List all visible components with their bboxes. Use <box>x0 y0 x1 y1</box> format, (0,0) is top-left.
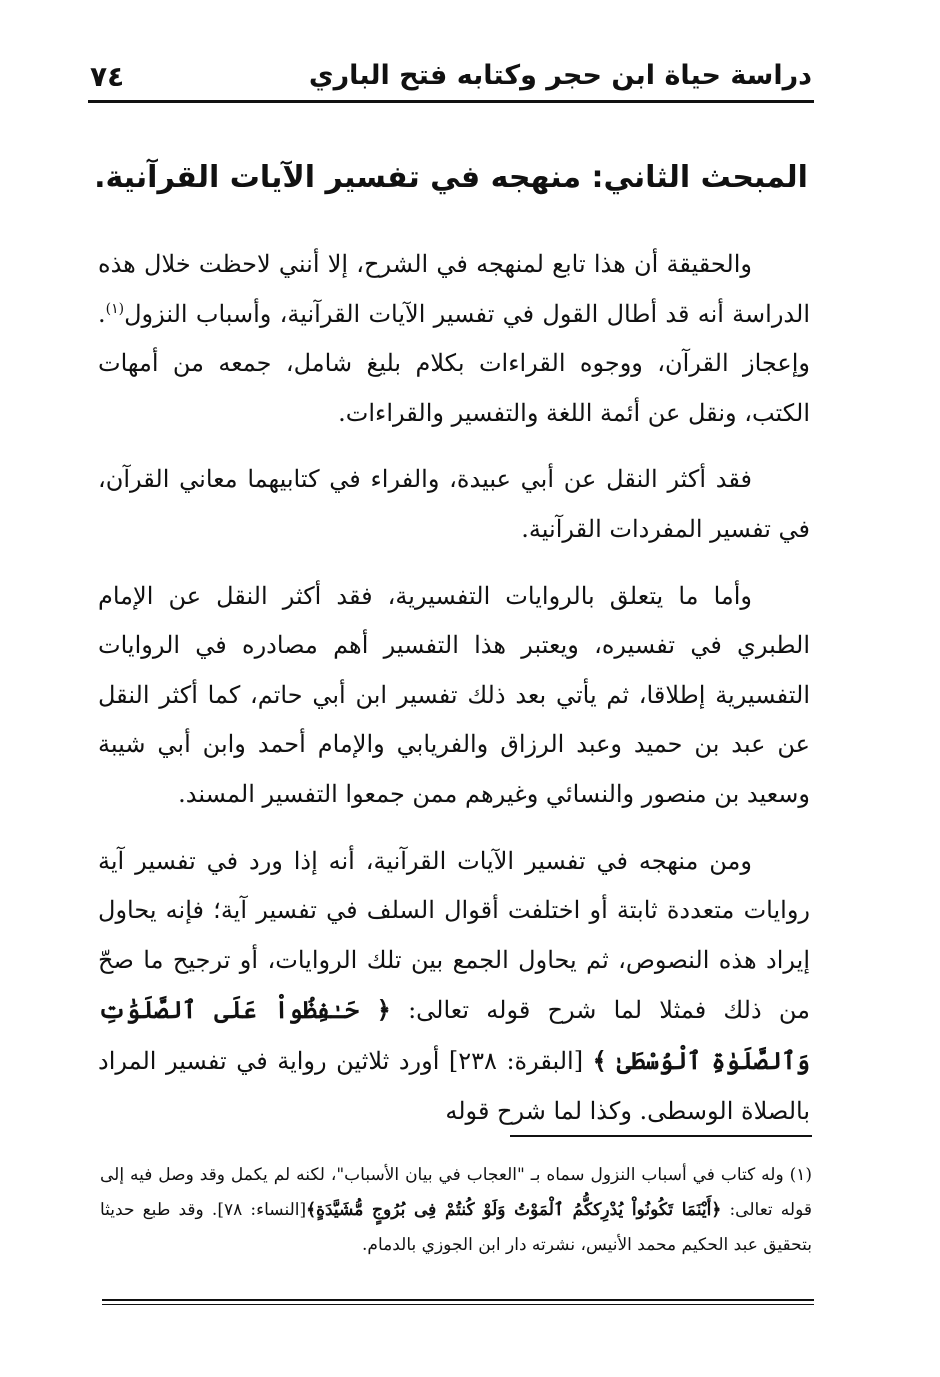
bottom-rule-thin <box>102 1304 814 1305</box>
footnote-1 <box>100 1158 812 1263</box>
header-rule <box>88 100 814 103</box>
bottom-rule-thick <box>102 1299 814 1301</box>
paragraph-2: فقد أكثر النقل عن أبي عبيدة، والفراء في كتابيهما معاني القرآن، في تفسير المفردات القرآنية. <box>98 465 810 543</box>
paragraph-3: وأما ما يتعلق بالروايات التفسيرية، فقد أكثر النقل عن الإمام الطبري في تفسيره، ويعتبر هذا التفسير أهم مصادره في الروايات التفسيرية إطلاقا، ثم يأتي بعد ذلك تفسير ابن أبي حاتم، كما أكثر النقل عن عبد بن حميد وعبد الرزاق والفريابي والإمام أحمد وابن أبي شيبة وسعيد بن منصور والنسائي وغيرهم ممن جمعوا التفسير المسند. <box>98 581 810 808</box>
body-text <box>98 240 810 1136</box>
footnote-quran-verse: ﴿أَيْنَمَا تَكُونُواْ يُدْرِككُّمُ ٱلْمَوْتُ وَلَوْ كُنتُمْ فِى بُرُوجٍ مُّشَيَّدَةٍ﴾ <box>306 1200 722 1220</box>
paragraph-1 <box>98 240 810 438</box>
paragraph-1-text-a: والحقيقة أن هذا تابع لمنهجه في الشرح، إلا أنني لاحظت خلال هذه الدراسة أنه قد أطال القول في تفسير الآيات القرآنية، وأسباب النزول <box>98 250 810 328</box>
paragraph-4-text-a: ومن منهجه في تفسير الآيات القرآنية، أنه إذا ورد في تفسير آية روايات متعددة ثابتة أو اختلفت أقوال السلف في تفسير آية؛ فإنه يحاول إيراد هذه النصوص، ثم يحاول الجمع بين تلك الروايات، أو ترجيح ما صحّ من ذلك فمثلا لما شرح قوله تعالى: <box>98 846 810 1025</box>
paragraph-4 <box>98 837 810 1137</box>
paragraph-4-text-b: [البقرة: ٢٣٨] أورد ثلاثين رواية في تفسير المراد بالصلاة الوسطى. وكذا لما شرح قوله <box>98 1046 810 1125</box>
paragraph-1-text-b: . وإعجاز القرآن، ووجوه القراءات بكلام بليغ شامل، جمعه من أمهات الكتب، ونقل عن أئمة اللغة والتفسير والقراءات. <box>98 299 811 427</box>
footnote-1-body <box>100 1158 812 1263</box>
running-header-title: دراسة حياة ابن حجر وكتابه فتح الباري <box>308 60 812 91</box>
footnote-1-text-a: (١) وله كتاب في أسباب النزول سماه بـ "العجاب في بيان الأسباب"، لكنه لم يكمل وقد وصل فيه إلى قوله تعالى: <box>100 1165 813 1220</box>
footnote-separator <box>510 1135 812 1137</box>
quran-verse: ﴿ حَـٰفِظُواْ عَلَى ٱلصَّلَوَٰتِ وَٱلصَّلَوٰةِ ٱلْوُسْطَىٰ ﴾ <box>98 995 810 1075</box>
footnote-reference-1: (١) <box>105 300 125 317</box>
page-number: ٧٤ <box>90 60 125 93</box>
running-header <box>90 58 812 98</box>
footnote-1-text-b: [النساء: ٧٨]. وقد طبع حديثا بتحقيق عبد الحكيم محمد الأنيس، نشرته دار ابن الجوزي بالدمام. <box>100 1200 812 1255</box>
section-heading: المبحث الثاني: منهجه في تفسير الآيات القرآنية. <box>94 160 808 195</box>
